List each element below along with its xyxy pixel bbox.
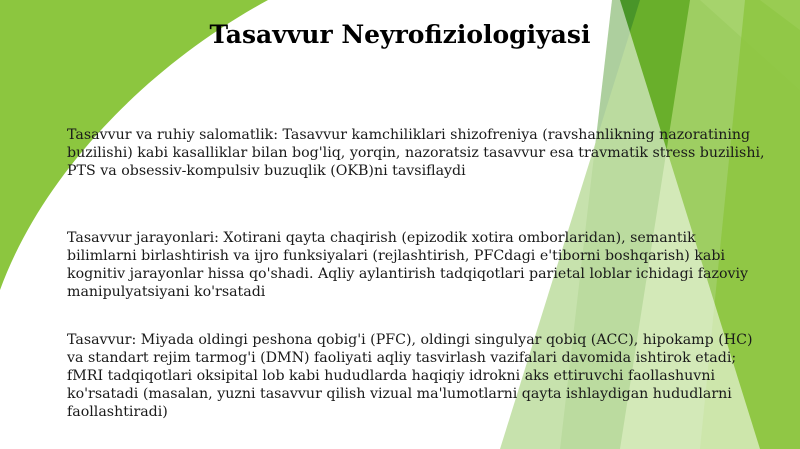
paragraph-processes: Tasavvur jarayonlari: Xotirani qayta chaqirish (epizodik xotira omborlaridan), semantik bilimlarni birlashtirish va ijro funksiyalari (rejlashtirish, PFCdagi e'tiborni boshqarish) kabi kognitiv jarayonlar hissa qo'shadi. Aqliy aylantirish tadqiqotlari parietal loblar ichidagi fazoviy manipulyatsiyani ko'rsatadi (67, 230, 749, 300)
slide-title: Tasavvur Neyrofiziologiyasi (209, 20, 591, 49)
paragraph-brain-regions: Tasavvur: Miyada oldingi peshona qobig'i (PFC), oldingi singulyar qobiq (ACC), hipokamp (HC) va standart rejim tarmog'i (DMN) faoliyati aqliy tasvirlash vazifalari davomida ishtirok etadi; fMRI tadqiqotlari oksipital lob kabi hududlarda haqiqiy idrokni aks ettiruvchi faollashuvni ko'rsatadi (masalan, yuzni tasavvur qilish vizual ma'lumotlarni qayta ishlaydigan hududlarni faollashtiradi) (67, 332, 753, 420)
paragraph-mental-health: Tasavvur va ruhiy salomatlik: Tasavvur kamchiliklari shizofreniya (ravshanlikning nazoratining buzilishi) kabi kasalliklar bilan bog'liq, yorqin, nazoratsiz tasavvur esa travmatik stress buzilishi, PTS va obsessiv-kompulsiv buzuqlik (OKB)ni tavsiflaydi (67, 127, 765, 179)
